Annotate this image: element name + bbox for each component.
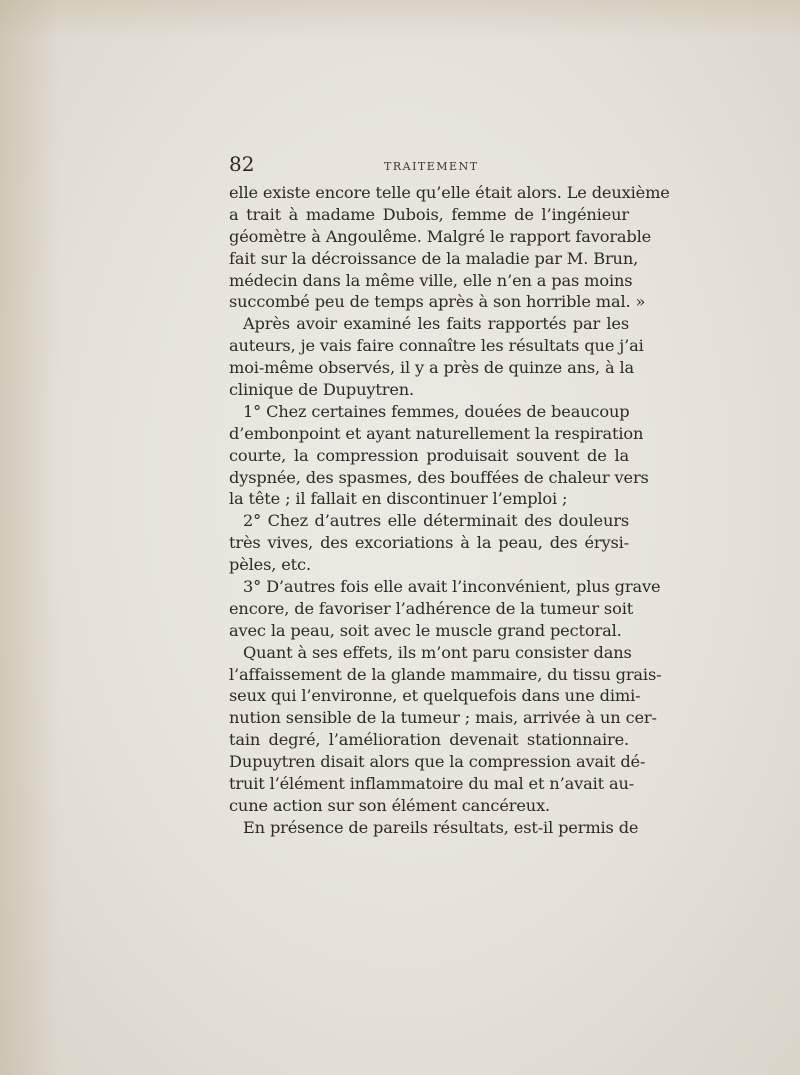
text-line: avec la peau, soit avec le muscle grand pectoral. — [229, 620, 622, 640]
text-line: succombé peu de temps après à son horrible mal. » — [229, 292, 646, 312]
text-line: d’embonpoint et ayant naturellement la respiration — [229, 423, 644, 443]
text-line: cune action sur son élément cancéreux. — [229, 795, 551, 815]
text-line: la tête ; il fallait en discontinuer l’emploi ; — [229, 489, 568, 509]
text-line: auteurs, je vais faire connaître les résultats que j’ai — [229, 336, 644, 356]
text-line: truit l’élément inflammatoire du mal et n’avait au- — [229, 774, 635, 794]
text-line: géomètre à Angoulême. Malgré le rapport favorable — [229, 226, 652, 246]
body-text — [229, 182, 670, 839]
page-text-block — [229, 152, 670, 839]
text-line: pèles, etc. — [229, 555, 311, 575]
text-line: fait sur la décroissance de la maladie par M. Brun, — [229, 248, 639, 268]
text-line: a trait à madame Dubois, femme de l’ingénieur — [229, 204, 629, 224]
text-line: moi-même observés, il y a près de quinze ans, à la — [229, 358, 635, 378]
text-line: courte, la compression produisait souvent de la — [229, 445, 629, 465]
text-line: Après avoir examiné les faits rapportés par les — [243, 314, 629, 334]
page-number: 82 — [229, 152, 255, 176]
text-line: Dupuytren disait alors que la compression avait dé- — [229, 752, 646, 772]
page-edge-shading — [0, 0, 60, 1075]
text-line: l’affaissement de la glande mammaire, du tissu grais- — [229, 664, 662, 684]
text-line: encore, de favoriser l’adhérence de la tumeur soit — [229, 598, 634, 618]
page-top-shading — [0, 0, 800, 40]
text-line: tain degré, l’amélioration devenait stationnaire. — [229, 730, 629, 750]
text-line: très vives, des excoriations à la peau, des érysi- — [229, 533, 629, 553]
text-line: dyspnée, des spasmes, des bouffées de chaleur vers — [229, 467, 649, 487]
text-line: seux qui l’environne, et quelquefois dans une dimi- — [229, 686, 641, 706]
text-line: 1° Chez certaines femmes, douées de beaucoup — [243, 401, 630, 421]
text-line: clinique de Dupuytren. — [229, 380, 415, 400]
text-line: Quant à ses effets, ils m’ont paru consister dans — [243, 642, 632, 662]
text-line: médecin dans la même ville, elle n’en a pas moins — [229, 270, 633, 290]
text-line: 2° Chez d’autres elle déterminait des douleurs — [243, 511, 629, 531]
text-line: 3° D’autres fois elle avait l’inconvénient, plus grave — [243, 577, 661, 597]
text-line: En présence de pareils résultats, est-il permis de — [243, 817, 639, 837]
running-title: TRAITEMENT — [384, 160, 479, 173]
running-head — [229, 152, 629, 178]
text-line: nution sensible de la tumeur ; mais, arrivée à un cer- — [229, 708, 657, 728]
text-line: elle existe encore telle qu’elle était alors. Le deuxième — [229, 183, 670, 202]
